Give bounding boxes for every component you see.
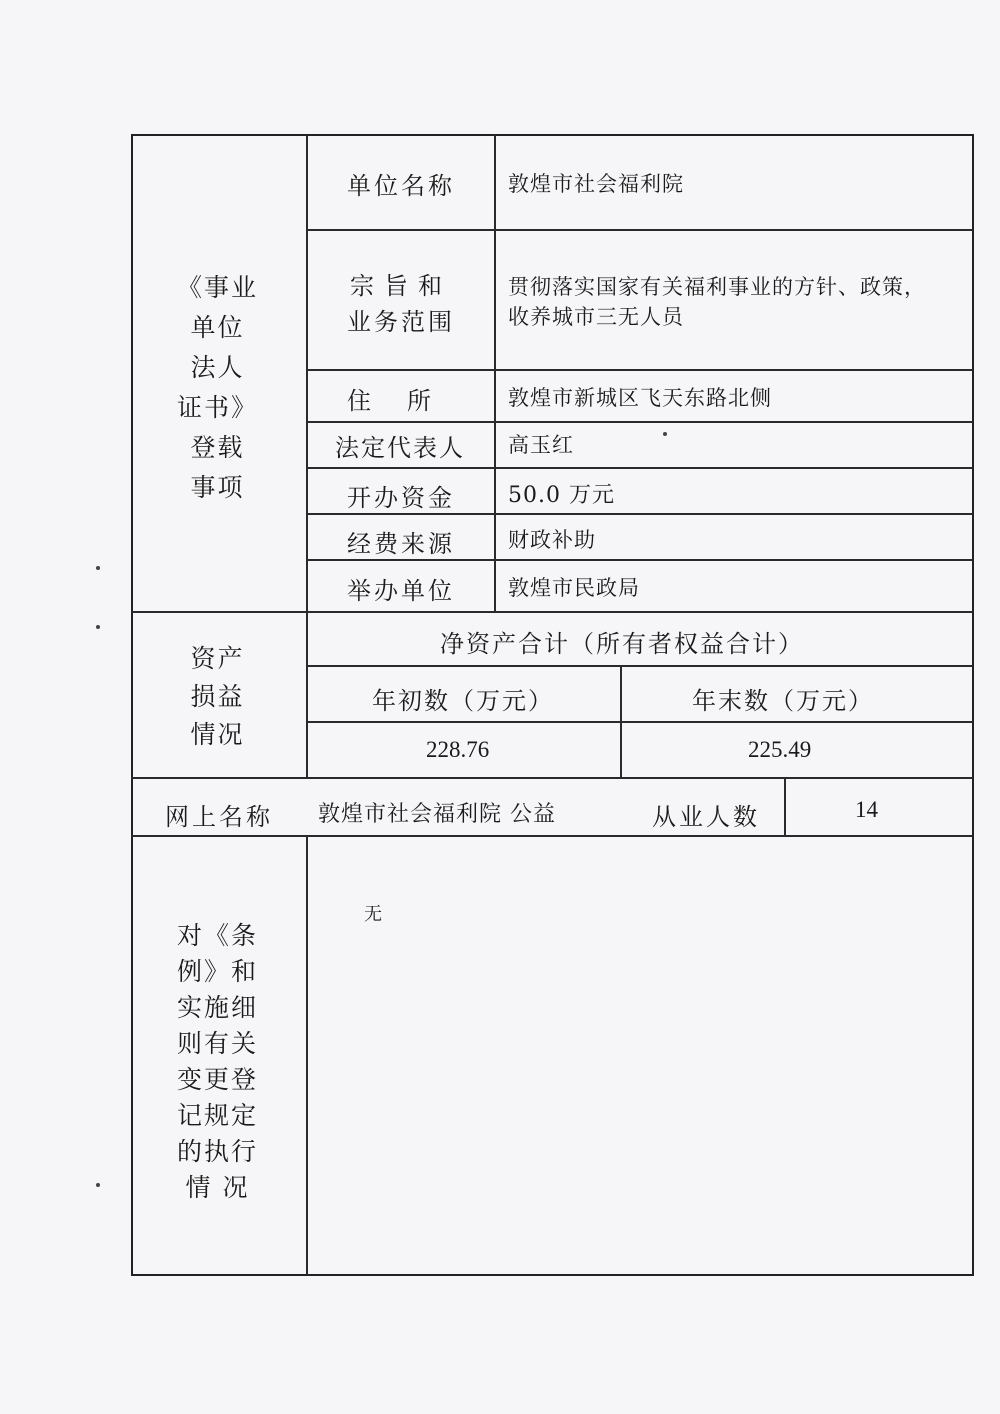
assets-section-label [160, 640, 275, 754]
col-divider-left [306, 135, 308, 611]
certificate-label-line: 事项 [190, 473, 245, 502]
row-divider-10 [131, 777, 973, 779]
start-of-year-value: 228.76 [426, 737, 490, 762]
row-divider-5 [306, 513, 973, 515]
net-assets-header: 净资产合计（所有者权益合计） [440, 630, 804, 658]
row-divider-9 [306, 721, 973, 723]
organizer-value: 敦煌市民政局 [508, 576, 640, 600]
address-value: 敦煌市新城区飞天东路北侧 [508, 386, 772, 410]
assets-label-line: 情况 [190, 720, 245, 749]
purpose-value-line-2: 收养城市三无人员 [508, 305, 684, 329]
scan-speck [96, 625, 100, 629]
organizer-label: 举办单位 [347, 577, 455, 605]
regulation-label-line: 记规定 [176, 1101, 258, 1130]
col-divider-value [494, 135, 496, 611]
row-divider-1 [306, 229, 973, 231]
legal-rep-value: 高玉红 [508, 433, 574, 457]
scan-speck [663, 432, 667, 436]
funding-label: 经费来源 [347, 530, 455, 558]
regulation-label-line: 例》和 [176, 957, 258, 986]
online-name-label: 网上名称 [165, 803, 273, 831]
unit-name-label: 单位名称 [347, 172, 455, 200]
row-divider-6 [306, 559, 973, 561]
certificate-label-line: 登载 [190, 433, 245, 462]
capital-value: 50.0 万元 [508, 483, 615, 508]
certificate-label-line: 证书》 [176, 393, 258, 422]
assets-label-line: 损益 [190, 682, 245, 711]
end-of-year-value: 225.49 [748, 737, 812, 762]
row-divider-11 [131, 835, 973, 837]
regulation-section-label [160, 918, 275, 1206]
regulation-label-line: 实施细 [176, 993, 258, 1022]
start-of-year-header: 年初数（万元） [372, 687, 554, 715]
purpose-label-line-1: 宗旨和 [350, 272, 452, 300]
staff-count-label: 从业人数 [652, 803, 760, 831]
regulation-label-line: 变更登 [176, 1065, 258, 1094]
scan-speck [96, 566, 100, 570]
row-divider-3 [306, 421, 973, 423]
assets-label-line: 资产 [190, 644, 245, 673]
funding-value: 财政补助 [508, 528, 596, 552]
purpose-value-line-1: 贯彻落实国家有关福利事业的方针、政策， [508, 275, 926, 299]
online-name-value: 敦煌市社会福利院 公益 [318, 802, 556, 827]
col-divider-assets-left [306, 611, 308, 777]
certificate-section-label [155, 268, 280, 508]
staff-count-value: 14 [855, 797, 878, 822]
row-divider-4 [306, 467, 973, 469]
regulation-label-line: 情 况 [185, 1173, 250, 1202]
end-of-year-header: 年末数（万元） [692, 687, 874, 715]
capital-label: 开办资金 [347, 484, 455, 512]
row-divider-8 [306, 665, 973, 667]
unit-name-value: 敦煌市社会福利院 [508, 172, 684, 196]
purpose-label-line-2: 业务范围 [347, 308, 455, 336]
scan-speck [96, 1183, 100, 1187]
regulation-label-line: 则有关 [176, 1029, 258, 1058]
col-divider-online-2 [784, 777, 786, 835]
regulation-label-line: 的执行 [176, 1137, 258, 1166]
regulation-label-line: 对《条 [176, 921, 258, 950]
row-divider-7 [131, 611, 973, 613]
certificate-label-line: 《事业 [176, 273, 258, 302]
legal-rep-label: 法定代表人 [335, 434, 465, 462]
row-divider-2 [306, 369, 973, 371]
address-label: 住 所 [347, 387, 437, 415]
col-divider-regulation [306, 835, 308, 1275]
certificate-label-line: 单位 [190, 313, 245, 342]
certificate-label-line: 法人 [190, 353, 245, 382]
regulation-value: 无 [364, 904, 383, 925]
